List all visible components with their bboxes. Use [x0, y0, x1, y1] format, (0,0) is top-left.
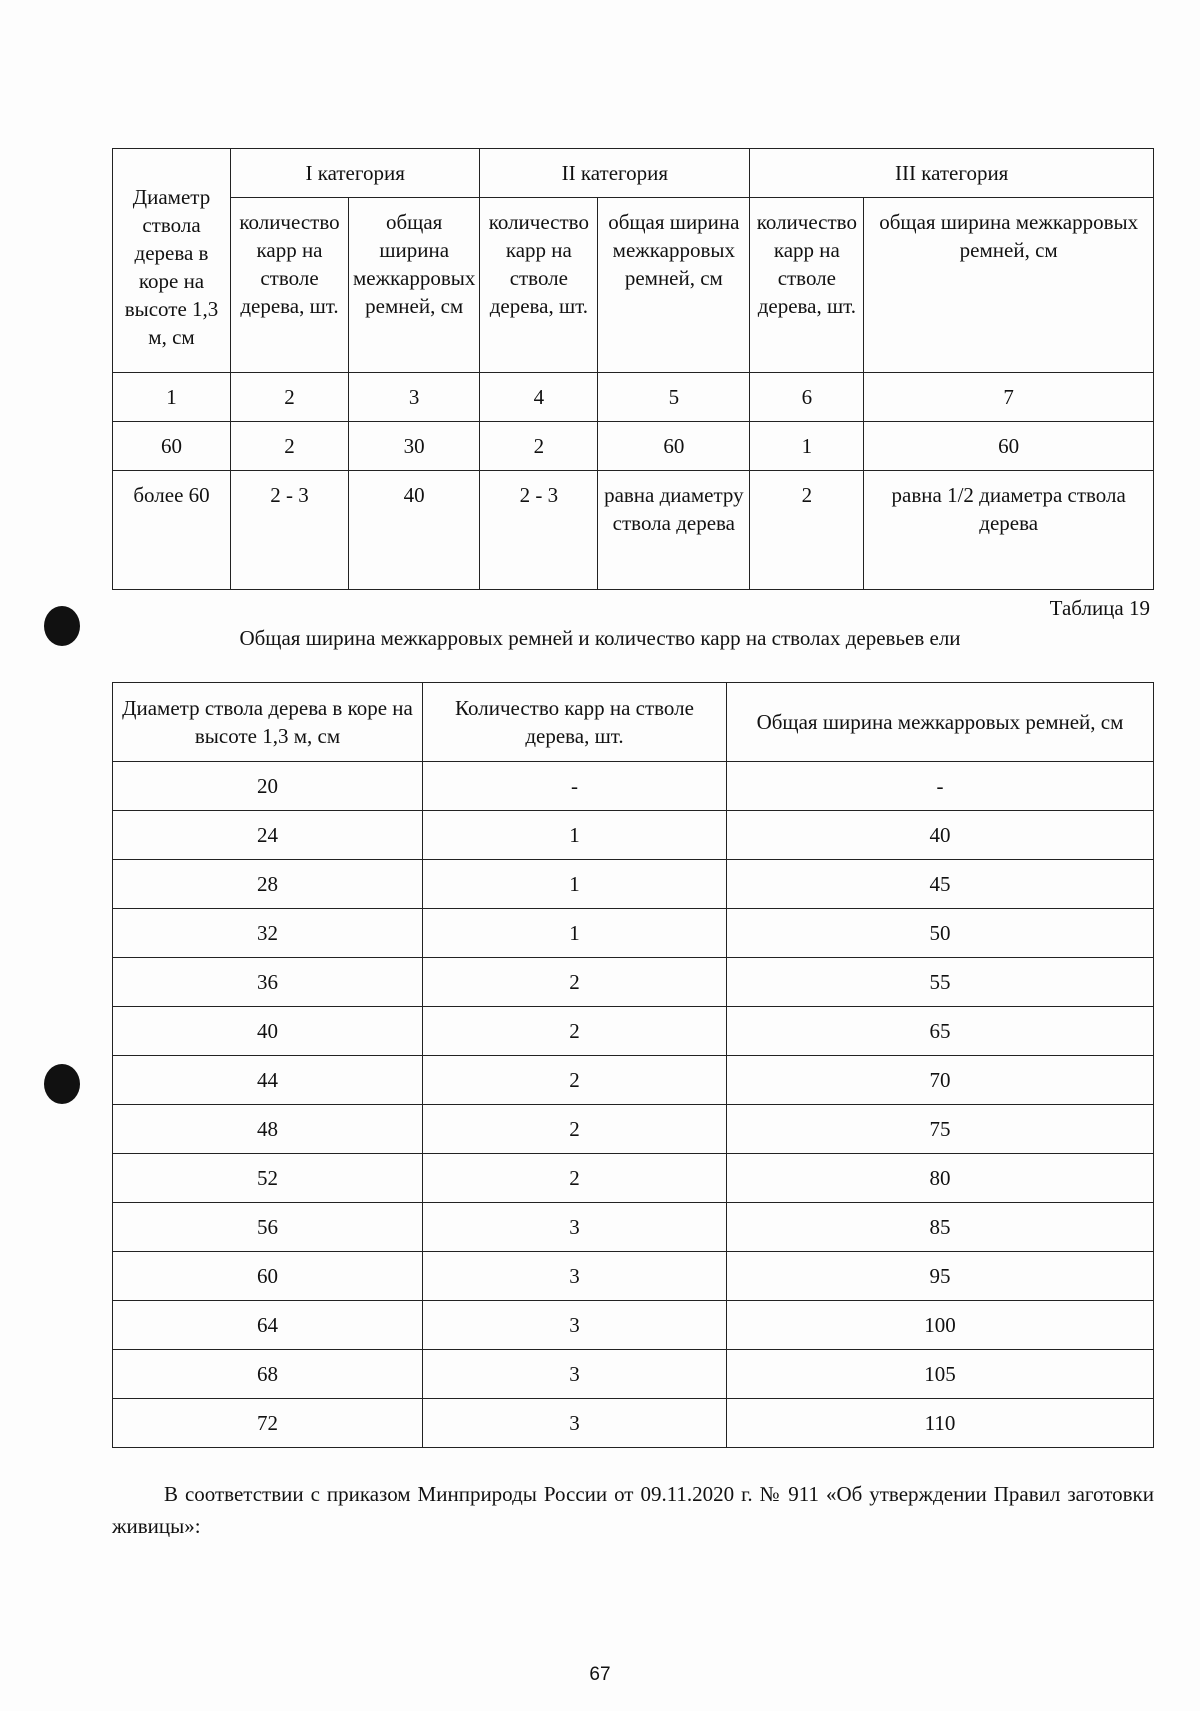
table2-cell: 2 — [423, 1154, 727, 1203]
table-row — [113, 1105, 1154, 1154]
table2-cell: 72 — [113, 1399, 423, 1448]
table-row — [113, 1350, 1154, 1399]
table-row — [113, 958, 1154, 1007]
table2-cell: 75 — [727, 1105, 1154, 1154]
categories-table — [112, 148, 1154, 590]
table2-cell: - — [423, 762, 727, 811]
table1-cell: равна 1/2 диаметра ствола дерева — [864, 471, 1154, 590]
table-row — [113, 1252, 1154, 1301]
table1-cell: 2 — [750, 471, 864, 590]
table2-cell: 36 — [113, 958, 423, 1007]
table-row — [113, 1154, 1154, 1203]
table-title: Общая ширина межкарровых ремней и количество карр на стволах деревьев ели — [239, 626, 961, 650]
table-row — [113, 762, 1154, 811]
table2-cell: 3 — [423, 1350, 727, 1399]
page-number: 67 — [589, 1664, 611, 1685]
table1-column-number: 1 — [113, 373, 231, 422]
table1-column-numbers — [113, 373, 1154, 422]
table1-cell: 2 - 3 — [480, 471, 598, 590]
table1-column-number: 6 — [750, 373, 864, 422]
table2-cell: 40 — [113, 1007, 423, 1056]
table2-cell: 1 — [423, 909, 727, 958]
table1-category-header: II категория — [480, 149, 750, 198]
table1-column-number: 5 — [598, 373, 750, 422]
table2-header: Общая ширина межкарровых ремней, см — [727, 683, 1154, 762]
table1-cell: 60 — [113, 422, 231, 471]
table2-header: Количество карр на стволе дерева, шт. — [423, 683, 727, 762]
table2-cell: 65 — [727, 1007, 1154, 1056]
table2-cell: 2 — [423, 1056, 727, 1105]
table1-sub-header: количество карр на стволе дерева, шт. — [480, 198, 598, 373]
table1-sub-header: количество карр на стволе дерева, шт. — [750, 198, 864, 373]
table1-cell: 30 — [349, 422, 480, 471]
table1-cell: 2 - 3 — [231, 471, 349, 590]
table1-column-number: 4 — [480, 373, 598, 422]
table1-cell: 40 — [349, 471, 480, 590]
table1-cell: 60 — [864, 422, 1154, 471]
table2-header: Диаметр ствола дерева в коре на высоте 1,3 м, см — [113, 683, 423, 762]
table1-sub-header: количество карр на стволе дерева, шт. — [231, 198, 349, 373]
table-row — [113, 422, 1154, 471]
table1-sub-header: общая ширина межкарровых ремней, см — [864, 198, 1154, 373]
table2-cell: 32 — [113, 909, 423, 958]
table2-cell: - — [727, 762, 1154, 811]
table1-category-header: III категория — [750, 149, 1154, 198]
table2-cell: 50 — [727, 909, 1154, 958]
table2-cell: 105 — [727, 1350, 1154, 1399]
table2-cell: 80 — [727, 1154, 1154, 1203]
table2-cell: 48 — [113, 1105, 423, 1154]
table-row — [113, 860, 1154, 909]
table-row — [113, 909, 1154, 958]
table1-cell: 2 — [231, 422, 349, 471]
table2-cell: 3 — [423, 1301, 727, 1350]
table2-cell: 24 — [113, 811, 423, 860]
table-row — [113, 1399, 1154, 1448]
table2-cell: 70 — [727, 1056, 1154, 1105]
table2-cell: 2 — [423, 1007, 727, 1056]
table1-category-header: I категория — [231, 149, 480, 198]
spruce-table — [112, 682, 1154, 1448]
table2-cell: 55 — [727, 958, 1154, 1007]
punch-hole-icon — [44, 1064, 80, 1104]
table2-cell: 64 — [113, 1301, 423, 1350]
table2-cell: 52 — [113, 1154, 423, 1203]
table-row — [113, 1301, 1154, 1350]
table2-body — [113, 762, 1154, 1448]
table1-cell: 60 — [598, 422, 750, 471]
table1-cell: равна диаметру ствола дерева — [598, 471, 750, 590]
table2-cell: 2 — [423, 958, 727, 1007]
table2-cell: 3 — [423, 1252, 727, 1301]
table1-row-header: Диаметр ствола дерева в коре на высоте 1,3 м, см — [113, 149, 231, 373]
table2-cell: 20 — [113, 762, 423, 811]
table-row — [113, 471, 1154, 590]
table2-cell: 28 — [113, 860, 423, 909]
table2-cell: 100 — [727, 1301, 1154, 1350]
table2-cell: 1 — [423, 811, 727, 860]
table2-cell: 1 — [423, 860, 727, 909]
table-row — [113, 1007, 1154, 1056]
table2-cell: 3 — [423, 1399, 727, 1448]
table-label: Таблица 19 — [1049, 596, 1150, 620]
table1-column-number: 2 — [231, 373, 349, 422]
table2-cell: 56 — [113, 1203, 423, 1252]
table1-cell: 1 — [750, 422, 864, 471]
table-row — [113, 811, 1154, 860]
table1-cell: более 60 — [113, 471, 231, 590]
table2-cell: 60 — [113, 1252, 423, 1301]
table1-cell: 2 — [480, 422, 598, 471]
table-row — [113, 1056, 1154, 1105]
table1-sub-header: общая ширина межкарровых ремней, см — [349, 198, 480, 373]
table1-column-number: 3 — [349, 373, 480, 422]
table2-cell: 45 — [727, 860, 1154, 909]
body-paragraph: В соответствии с приказом Минприроды России от 09.11.2020 г. № 911 «Об утверждении Правил заготовки живицы»: — [112, 1482, 1154, 1538]
table2-cell: 2 — [423, 1105, 727, 1154]
table2-cell: 44 — [113, 1056, 423, 1105]
table2-cell: 95 — [727, 1252, 1154, 1301]
table-row — [113, 1203, 1154, 1252]
table1-sub-header: общая ширина межкарровых ремней, см — [598, 198, 750, 373]
table2-cell: 40 — [727, 811, 1154, 860]
table2-cell: 3 — [423, 1203, 727, 1252]
table2-cell: 85 — [727, 1203, 1154, 1252]
table2-cell: 68 — [113, 1350, 423, 1399]
table1-column-number: 7 — [864, 373, 1154, 422]
table2-cell: 110 — [727, 1399, 1154, 1448]
